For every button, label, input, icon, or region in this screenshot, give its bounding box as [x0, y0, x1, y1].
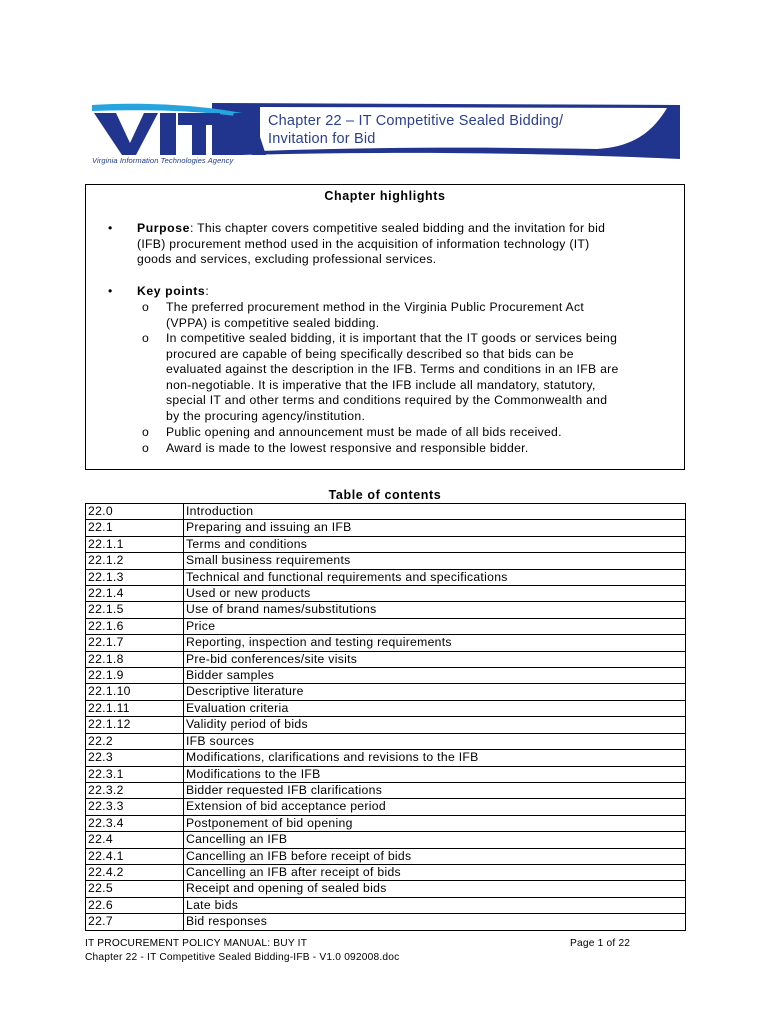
toc-row — [86, 815, 686, 831]
toc-row — [86, 618, 686, 634]
toc-section-number: 22.7 — [86, 914, 184, 930]
key-point-line: by the procuring agency/institution. — [166, 408, 366, 423]
toc-row — [86, 569, 686, 585]
sub-bullet-circle-icon: o — [142, 425, 150, 439]
bullet-dot-icon: • — [108, 284, 113, 298]
toc-section-title: Technical and functional requirements and specifications — [184, 569, 686, 585]
toc-section-title: Reporting, inspection and testing requirements — [184, 635, 686, 651]
key-point-line: Public opening and announcement must be made of all bids received. — [166, 425, 562, 439]
footer-left — [85, 937, 399, 965]
toc-section-title: Cancelling an IFB — [184, 832, 686, 848]
toc-section-title: Introduction — [184, 504, 686, 520]
toc-section-number: 22.4.2 — [86, 864, 184, 880]
toc-section-number: 22.1.11 — [86, 700, 184, 716]
purpose-line-1: : This chapter covers competitive sealed bidding and the invitation for bid — [189, 221, 606, 235]
toc-section-title: Extension of bid acceptance period — [184, 799, 686, 815]
key-point-line: evaluated against the description in the IFB. Terms and conditions in an IFB are — [166, 362, 619, 377]
toc-section-title: Modifications, clarifications and revisions to the IFB — [184, 750, 686, 766]
toc-row — [86, 536, 686, 552]
toc-row — [86, 586, 686, 602]
sub-bullet-circle-icon: o — [142, 441, 150, 455]
toc-section-number: 22.3.1 — [86, 766, 184, 782]
toc-section-title: Use of brand names/substitutions — [184, 602, 686, 618]
toc-section-number: 22.2 — [86, 733, 184, 749]
toc-section-number: 22.5 — [86, 881, 184, 897]
toc-section-title: Cancelling an IFB before receipt of bids — [184, 848, 686, 864]
toc-section-number: 22.4 — [86, 832, 184, 848]
toc-section-number: 22.1.8 — [86, 651, 184, 667]
toc-section-title: Cancelling an IFB after receipt of bids — [184, 864, 686, 880]
toc-section-title: Bidder requested IFB clarifications — [184, 782, 686, 798]
toc-row — [86, 651, 686, 667]
key-point-line: In competitive sealed bidding, it is important that the IT goods or services being — [166, 331, 618, 345]
toc-section-title: Bidder samples — [184, 668, 686, 684]
toc-section-title: Terms and conditions — [184, 536, 686, 552]
toc-section-title: Postponement of bid opening — [184, 815, 686, 831]
toc-section-title: IFB sources — [184, 733, 686, 749]
footer-file: Chapter 22 - IT Competitive Sealed Bidding-IFB - V1.0 092008.doc — [85, 952, 400, 963]
toc-row — [86, 848, 686, 864]
toc-row — [86, 553, 686, 569]
toc-section-number: 22.0 — [86, 504, 184, 520]
key-points-label: Key points — [137, 284, 206, 298]
purpose-line-3: goods and services, excluding professional services. — [137, 252, 437, 267]
toc-section-title: Validity period of bids — [184, 717, 686, 733]
toc-row — [86, 864, 686, 880]
chapter-highlights-box — [85, 184, 685, 470]
toc-section-number: 22.3 — [86, 750, 184, 766]
key-point-line: non-negotiable. It is imperative that the IFB include all mandatory, statutory, — [166, 377, 596, 392]
toc-section-number: 22.1.3 — [86, 569, 184, 585]
toc-section-title: Late bids — [184, 897, 686, 913]
toc-row — [86, 897, 686, 913]
toc-row — [86, 668, 686, 684]
toc-row — [86, 684, 686, 700]
toc-row — [86, 520, 686, 536]
sub-bullet-circle-icon: o — [142, 331, 150, 345]
key-point-line: special IT and other terms and conditions required by the Commonwealth and — [166, 393, 608, 408]
chapter-title-line-1: Chapter 22 – IT Competitive Sealed Bidding/ — [268, 113, 564, 129]
toc-section-number: 22.1 — [86, 520, 184, 536]
toc-row — [86, 799, 686, 815]
toc-section-number: 22.1.6 — [86, 618, 184, 634]
toc-section-title: Small business requirements — [184, 553, 686, 569]
key-points-colon: : — [205, 284, 209, 298]
chapter-title-line-2: Invitation for Bid — [268, 131, 376, 147]
toc-row — [86, 750, 686, 766]
toc-section-number: 22.3.2 — [86, 782, 184, 798]
toc-row — [86, 766, 686, 782]
toc-row — [86, 832, 686, 848]
toc-row — [86, 635, 686, 651]
toc-section-number: 22.1.1 — [86, 536, 184, 552]
toc-table — [85, 503, 686, 931]
toc-section-number: 22.1.7 — [86, 635, 184, 651]
purpose-label: Purpose — [137, 221, 190, 235]
toc-section-title: Used or new products — [184, 586, 686, 602]
toc-section-number: 22.1.9 — [86, 668, 184, 684]
bullet-dot-icon: • — [108, 221, 113, 235]
key-point-line: Award is made to the lowest responsive and responsible bidder. — [166, 441, 529, 455]
toc-row — [86, 602, 686, 618]
toc-section-number: 22.3.4 — [86, 815, 184, 831]
toc-row — [86, 504, 686, 520]
toc-section-title: Evaluation criteria — [184, 700, 686, 716]
key-point-line: The preferred procurement method in the Virginia Public Procurement Act — [166, 300, 585, 314]
toc-section-title: Pre-bid conferences/site visits — [184, 651, 686, 667]
key-point-line: (VPPA) is competitive sealed bidding. — [166, 315, 380, 330]
agency-name: Virginia Information Technologies Agency — [92, 156, 234, 165]
toc-row — [86, 782, 686, 798]
highlights-title: Chapter highlights — [324, 189, 446, 203]
toc-section-title: Descriptive literature — [184, 684, 686, 700]
toc-row — [86, 717, 686, 733]
toc-section-number: 22.6 — [86, 897, 184, 913]
toc-section-number: 22.1.5 — [86, 602, 184, 618]
footer-manual: IT PROCUREMENT POLICY MANUAL: BUY IT — [85, 938, 308, 949]
toc-section-number: 22.1.2 — [86, 553, 184, 569]
toc-section-number: 22.3.3 — [86, 799, 184, 815]
toc-row — [86, 700, 686, 716]
toc-section-title: Price — [184, 618, 686, 634]
toc-section-title: Modifications to the IFB — [184, 766, 686, 782]
toc-row — [86, 881, 686, 897]
toc-section-number: 22.1.10 — [86, 684, 184, 700]
toc-section-number: 22.1.4 — [86, 586, 184, 602]
chapter-title — [268, 112, 668, 148]
toc-row — [86, 914, 686, 930]
toc-section-title: Bid responses — [184, 914, 686, 930]
toc-section-number: 22.4.1 — [86, 848, 184, 864]
purpose-line-2: (IFB) procurement method used in the acquisition of information technology (IT) — [137, 236, 590, 251]
toc-section-title: Receipt and opening of sealed bids — [184, 881, 686, 897]
key-point-line: procured are capable of being specifically described so that bids can be — [166, 346, 574, 361]
toc-row — [86, 733, 686, 749]
toc-title: Table of contents — [328, 488, 442, 502]
sub-bullet-circle-icon: o — [142, 300, 150, 314]
toc-section-title: Preparing and issuing an IFB — [184, 520, 686, 536]
toc-section-number: 22.1.12 — [86, 717, 184, 733]
footer-page-number: Page 1 of 22 — [570, 938, 631, 949]
logo-letter-i — [160, 113, 176, 155]
logo-letter-v — [94, 113, 158, 155]
